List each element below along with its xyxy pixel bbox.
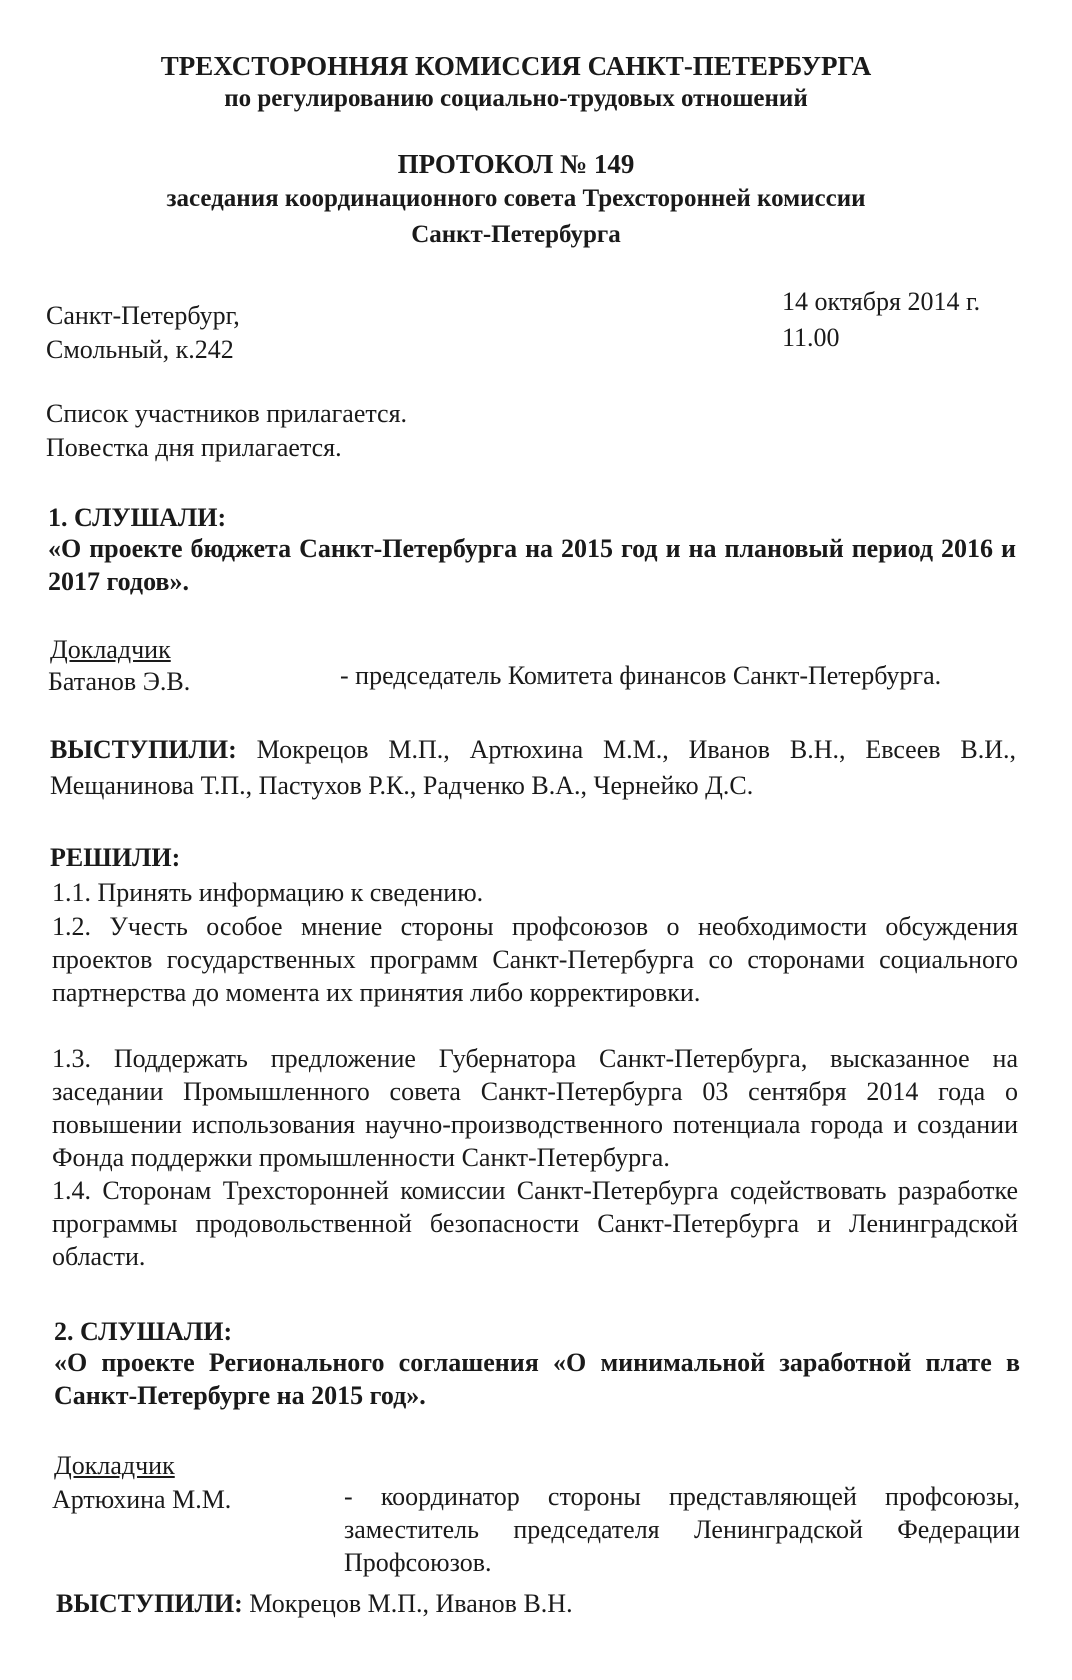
meeting-date: 14 октября 2014 г. (782, 287, 981, 316)
section1-topic: «О проекте бюджета Санкт-Петербурга на 2015 год и на плановый период 2016 и 2017 годов». (48, 534, 1016, 596)
section2-speaker-label: Докладчик (54, 1451, 175, 1480)
place-line-1: Санкт-Петербург, (46, 301, 240, 330)
section2-heading: 2. СЛУШАЛИ: (54, 1317, 233, 1346)
section2-spoke-names: Мокрецов М.П., Иванов В.Н. (249, 1589, 573, 1618)
section1-heading: 1. СЛУШАЛИ: (48, 503, 227, 532)
section2-spoke-label: ВЫСТУПИЛИ: (56, 1589, 243, 1618)
section1-speaker-role: - председатель Комитета финансов Санкт-Петербурга. (340, 661, 942, 690)
section1-spoke-label: ВЫСТУПИЛИ: (50, 735, 237, 764)
section1-spoke-names: Мокрецов М.П., Артюхина М.М., Иванов В.Н., Евсеев В.И., Мещанинова Т.П., Пастухов Р.К., Радченко В.А., Чернейко Д.С. (50, 735, 1017, 800)
section1-spoke (50, 732, 1016, 804)
protocol-subtitle-1: заседания координационного совета Трехсторонней комиссии (166, 185, 866, 212)
section2-spoke (56, 1588, 573, 1620)
org-title: ТРЕХСТОРОННЯЯ КОМИССИЯ САНКТ-ПЕТЕРБУРГА (160, 51, 872, 81)
agenda-note: Повестка дня прилагается. (46, 433, 342, 462)
protocol-subtitle-2: Санкт-Петербурга (411, 221, 621, 248)
decision-1-1: 1.1. Принять информацию к сведению. (52, 878, 484, 907)
meeting-time: 11.00 (782, 323, 840, 352)
section1-speaker-label: Докладчик (50, 635, 171, 664)
participants-note: Список участников прилагается. (46, 399, 408, 428)
decision-1-3: 1.3. Поддержать предложение Губернатора Санкт-Петербурга, высказанное на заседании Промышленного совета Санкт-Петербурга 03 сентября 2014 года о повышении использования научно-производственного потенциала города и создании Фонда поддержки промышленности Санкт-Петербурга. (52, 1044, 1018, 1172)
section1-decided-label: РЕШИЛИ: (50, 843, 181, 872)
protocol-title: ПРОТОКОЛ № 149 (397, 149, 635, 179)
section1-speaker-name: Батанов Э.В. (48, 667, 191, 696)
place-line-2: Смольный, к.242 (46, 335, 234, 364)
section2-speaker-role: - координатор стороны представляющей профсоюзы, заместитель председателя Ленинградской Федерации Профсоюзов. (344, 1482, 1020, 1577)
section2-topic: «О проекте Регионального соглашения «О минимальной заработной плате в Санкт-Петербурге на 2015 год». (54, 1348, 1020, 1410)
section2-speaker-name: Артюхина М.М. (52, 1485, 232, 1514)
decision-1-2: 1.2. Учесть особое мнение стороны профсоюзов о необходимости обсуждения проектов государственных программ Санкт-Петербурга со сторонами социального партнерства до момента их принятия либо корректировки. (52, 912, 1018, 1007)
decision-1-4: 1.4. Сторонам Трехсторонней комиссии Санкт-Петербурга содействовать разработке программы продовольственной безопасности Санкт-Петербурга и Ленинградской области. (52, 1176, 1018, 1271)
org-subtitle: по регулированию социально-трудовых отношений (224, 85, 808, 112)
